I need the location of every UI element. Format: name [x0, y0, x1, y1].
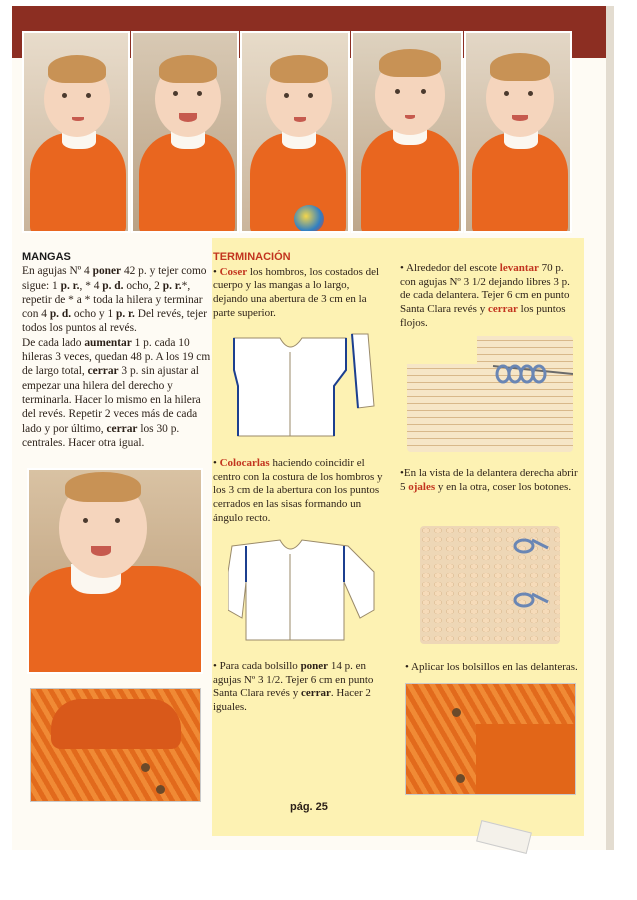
- page-number: pág. 25: [290, 801, 328, 813]
- step-colocarlas: • Colocarlas haciendo coincidir el centro con la costura de los hombros y los 3 cm de la abertura con los puntos cerrados en las sisas formando un ángulo recto.: [213, 457, 383, 524]
- mangas-title: MANGAS: [22, 251, 71, 263]
- collar-detail-photo: [30, 688, 201, 802]
- baby-photo-3: [240, 31, 350, 233]
- terminacion-title: TERMINACIÓN: [213, 251, 291, 263]
- mangas-section: [22, 250, 212, 450]
- mangas-body: En agujas Nº 4 poner 42 p. y tejer como sigue: 1 p. r., * 4 p. d. ocho, 2 p. r.*, repetir de * a * toda la hilera y terminar con 4 p. d. ocho y 1 p. r. Del revés, tejer todos los puntos al revés.: [22, 265, 207, 335]
- baby-closeup-photo: [27, 468, 203, 674]
- pocket-detail-photo: [405, 683, 576, 795]
- step-bolsillo: • Para cada bolsillo poner 14 p. en agujas Nº 3 1/2. Tejer 6 cm en punto Santa Clara revés y cerrar. Hacer 2 iguales.: [213, 660, 374, 714]
- step-coser: TERMINACIÓN • Coser los hombros, los costados del cuerpo y las mangas a lo largo, dejando una abertura de 3 cm en la parte superior.: [213, 251, 385, 321]
- mangas-body-2: De cada lado aumentar 1 p. cada 10 hileras 3 veces, quedan 48 p. A los 19 cm de largo total, cerrar 3 p. sin ajustar al empezar una hilera del derecho y terminarla. Hacer lo mismo en la hilera del revés. Repetir 2 veces más de cada lado y por último, cerrar los 30 p. centrales. Hacer otra igual.: [22, 336, 211, 449]
- sewing-diagram-2: [228, 532, 378, 646]
- baby-photo-1: [22, 31, 130, 233]
- baby-photo-4: [351, 31, 463, 233]
- page-edge: [606, 6, 614, 850]
- sewing-diagram-1: [228, 328, 378, 442]
- step-escote: • Alrededor del escote levantar 70 p. con agujas Nº 3 1/2 dejando libres 3 p. de cada delantera. Tejer 6 cm en punto Santa Clara revés y cerrar los puntos flojos.: [400, 262, 570, 329]
- knit-swatch-buttonholes: [420, 526, 560, 644]
- step-ojales: •En la vista de la delantera derecha abrir 5 ojales y en la otra, coser los botones.: [400, 467, 578, 493]
- step-aplicar: • Aplicar los bolsillos en las delanteras.: [405, 661, 578, 673]
- baby-photo-2: [131, 31, 239, 233]
- knit-swatch-neckline: [407, 336, 573, 452]
- baby-photo-5: [464, 31, 572, 233]
